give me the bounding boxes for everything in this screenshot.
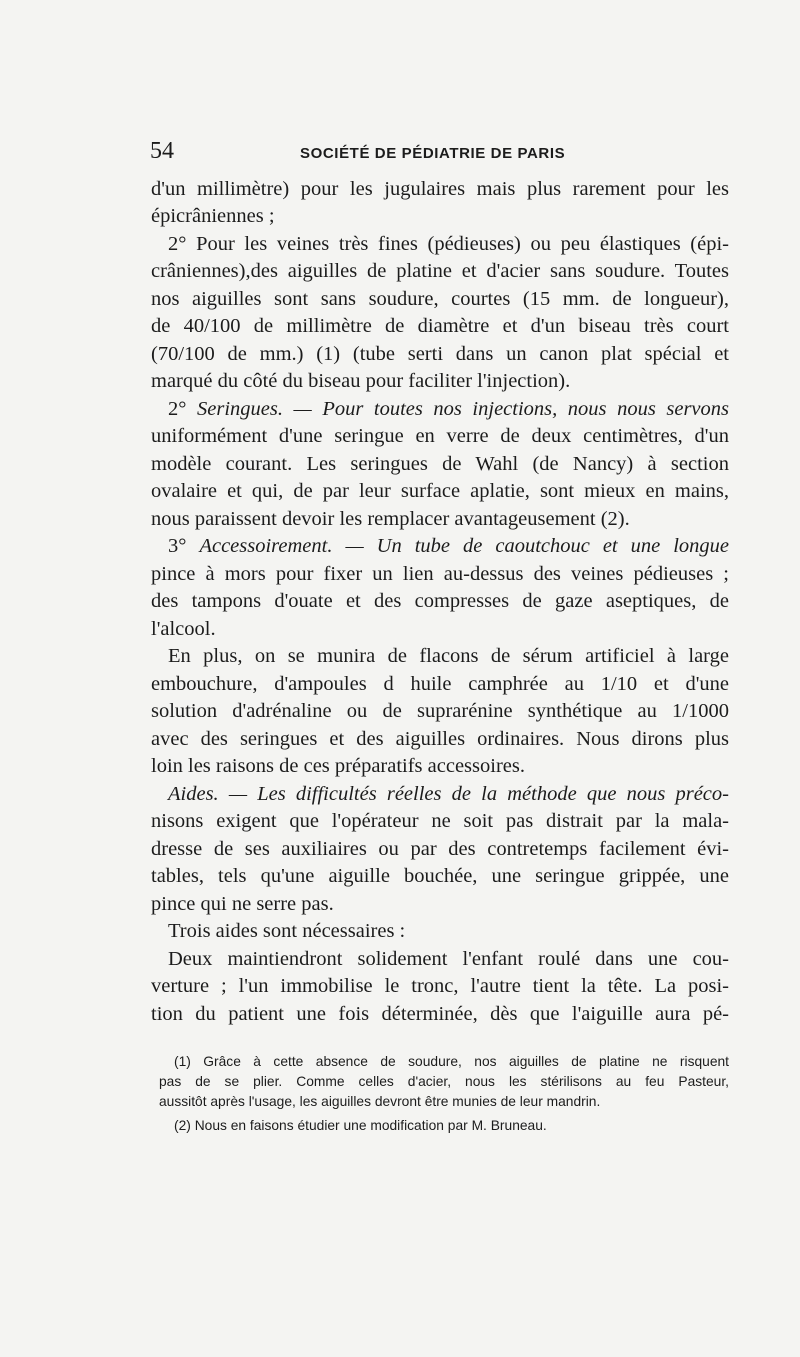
- text-line: d'un millimètre) pour les jugulaires mais plus rarement pour les: [151, 178, 729, 200]
- footnote-line: (2) Nous en faisons étudier une modification par M. Bruneau.: [174, 1118, 547, 1133]
- text-line: En plus, on se munira de flacons de sérum artificiel à large: [168, 645, 729, 667]
- page-header: [150, 138, 750, 168]
- text-line: marqué du côté du biseau pour faciliter l'injection).: [151, 370, 571, 392]
- section-number: 2°: [168, 398, 187, 420]
- text-line: épicrâniennes ;: [151, 205, 275, 227]
- text-line: solution d'adrénaline ou de suprarénine synthétique au 1/1000: [151, 700, 729, 722]
- text-line: (70/100 de mm.) (1) (tube serti dans un canon plat spécial et: [151, 343, 729, 365]
- text-line: pince à mors pour fixer un lien au-dessus des veines pédieuses ;: [151, 563, 729, 585]
- text-line: nisons exigent que l'opérateur ne soit pas distrait par la mala-: [151, 810, 729, 832]
- section-accessoirement: [168, 533, 729, 559]
- text-line: Trois aides sont nécessaires :: [168, 920, 406, 942]
- text-line: des tampons d'ouate et des compresses de gaze aseptiques, de: [151, 590, 729, 612]
- footnote-line: pas de se plier. Comme celles d'acier, nous les stérilisons au feu Pasteur,: [159, 1074, 729, 1089]
- section-number: 3°: [168, 535, 187, 557]
- text-line: l'alcool.: [151, 618, 216, 640]
- text-line: modèle courant. Les seringues de Wahl (de Nancy) à section: [151, 453, 729, 475]
- text-line: tables, tels qu'une aiguille bouchée, une seringue grippée, une: [151, 865, 729, 887]
- text-line: crâniennes),des aiguilles de platine et d'acier sans soudure. Toutes: [151, 260, 729, 282]
- section-aides: [168, 781, 729, 807]
- text-line: nos aiguilles sont sans soudure, courtes (15 mm. de longueur),: [151, 288, 729, 310]
- text-line: Seringues. — Pour toutes nos injections, nous nous servons: [197, 398, 729, 420]
- page-number: 54: [150, 138, 174, 164]
- footnote-line: aussitôt après l'usage, les aiguilles devront être munies de leur mandrin.: [159, 1094, 601, 1109]
- text-line: de 40/100 de millimètre de diamètre et d'un biseau très court: [151, 315, 729, 337]
- text-line: Deux maintiendront solidement l'enfant roulé dans une cou-: [168, 948, 729, 970]
- text-line: avec des seringues et des aiguilles ordinaires. Nous dirons plus: [151, 728, 729, 750]
- text-line: embouchure, d'ampoules d huile camphrée au 1/10 et d'une: [151, 673, 729, 695]
- section-seringues: [168, 396, 729, 422]
- footnote-line: (1) Grâce à cette absence de soudure, nos aiguilles de platine ne risquent: [174, 1054, 729, 1069]
- text-line: uniformément d'une seringue en verre de deux centimètres, d'un: [151, 425, 729, 447]
- text-line: 2° Pour les veines très fines (pédieuses) ou peu élastiques (épi-: [168, 233, 729, 255]
- text-line: loin les raisons de ces préparatifs accessoires.: [151, 755, 525, 777]
- text-line: nous paraissent devoir les remplacer avantageusement (2).: [151, 508, 630, 530]
- text-line: dresse de ses auxiliaires ou par des contretemps facilement évi-: [151, 838, 729, 860]
- text-line: Accessoirement. — Un tube de caoutchouc et une longue: [199, 535, 729, 557]
- text-line: tion du patient une fois déterminée, dès que l'aiguille aura pé-: [151, 1003, 729, 1025]
- text-line: Aides. — Les difficultés réelles de la méthode que nous préco-: [168, 783, 729, 805]
- running-title: SOCIÉTÉ DE PÉDIATRIE DE PARIS: [300, 145, 566, 162]
- text-line: verture ; l'un immobilise le tronc, l'autre tient la tête. La posi-: [151, 975, 729, 997]
- text-line: ovalaire et qui, de par leur surface aplatie, sont mieux en mains,: [151, 480, 729, 502]
- text-line: pince qui ne serre pas.: [151, 893, 334, 915]
